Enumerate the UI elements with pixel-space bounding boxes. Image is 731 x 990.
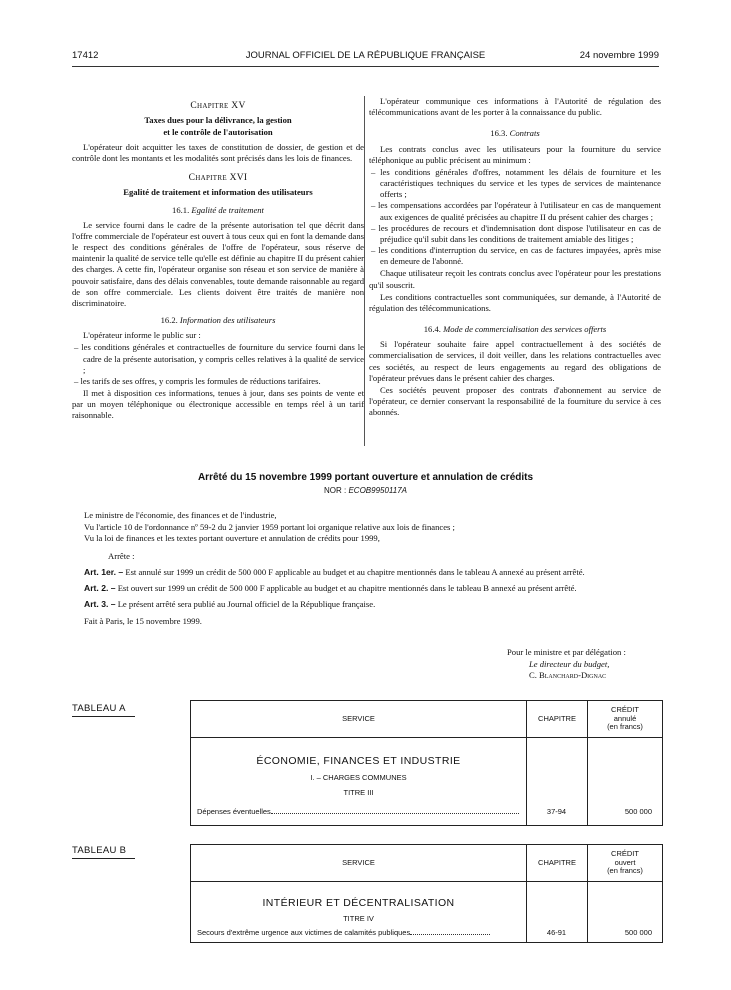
- line-label-text: Dépenses éventuelles: [197, 807, 271, 816]
- nor-label: NOR :: [323, 486, 347, 495]
- chapter-xvi-heading: Chapitre XVI: [188, 173, 248, 184]
- section-16-1-heading: [72, 205, 364, 216]
- section-16-2-number: 16.2.: [160, 315, 178, 326]
- nor-code: ECOB9950117A: [348, 486, 408, 495]
- page-number: 17412: [72, 50, 99, 61]
- column-header-credit: [587, 701, 662, 737]
- article-1-text: Est annulé sur 1999 un crédit de 500 000 F applicable au budget et au chapitre mentionnés dans le tableau A annexé au présent arrêté.: [125, 567, 585, 578]
- list-item: – les procédures de recours et d'indemnisation dont dispose l'utilisateur en cas de préjudice qu'il subit dans les conditions de traitement amiable des litiges ;: [369, 223, 661, 245]
- column-header-credit: [587, 845, 662, 881]
- section-16-3-list: [369, 167, 661, 268]
- visa-loi-finances: Vu la loi de finances et les textes portant ouverture et annulation de crédits pour 1999,: [84, 532, 380, 543]
- section-16-2-paragraph: Il met à disposition ces informations, tenues à jour, dans ses points de vente et par un moyen téléphonique ou électronique accessible en temps réel à un tarif raisonnable.: [72, 388, 364, 421]
- tableau-b-header: [191, 845, 662, 882]
- line-amount: 500 000: [624, 928, 652, 937]
- line-label: [197, 807, 519, 817]
- column-header-service: SERVICE: [342, 713, 375, 723]
- budget-section: I. – CHARGES COMMUNES: [310, 773, 407, 782]
- section-16-2-intro: L'opérateur informe le public sur :: [83, 330, 201, 341]
- article-3: [72, 599, 659, 610]
- list-item: – les compensations accordées par l'opérateur à l'utilisateur en cas de manquement aux exigences de qualité précisées au chapitre II du présent cahier des charges ;: [369, 200, 661, 222]
- section-16-3-paragraph-1: Chaque utilisateur reçoit les contrats conclus avec l'opérateur pour les prestations qu'il souscrit.: [369, 268, 661, 290]
- section-16-2-list: [72, 342, 364, 387]
- arrete-title: Arrêté du 15 novembre 1999 portant ouverture et annulation de crédits: [197, 472, 534, 483]
- right-intro-paragraph: L'opérateur communique ces informations à l'Autorité de régulation des télécommunications avant de les porter à la connaissance du public.: [369, 96, 661, 118]
- signature-role: Le directeur du budget,: [529, 658, 610, 669]
- fait-a-paris: Fait à Paris, le 15 novembre 1999.: [84, 615, 202, 626]
- line-label: [197, 928, 519, 938]
- signature-block: [507, 647, 667, 682]
- credit-header-line-2: ouvert: [614, 857, 636, 867]
- tableau-a-body: [191, 738, 662, 825]
- tableau-b-label: TABLEAU B: [72, 845, 127, 856]
- section-16-3-paragraph-2: Les conditions contractuelles sont communiquées, sur demande, à l'Autorité de régulation des télécommunications.: [369, 291, 661, 313]
- chapter-xv-title-line-2: et le contrôle de l'autorisation: [163, 126, 273, 137]
- section-16-2-title: Information des utilisateurs: [179, 315, 276, 326]
- chapter-xv-paragraph: L'opérateur doit acquitter les taxes de constitution de dossier, de gestion et de contrôle dont les montants et les modalités sont précisés dans les lois de finances.: [72, 141, 364, 163]
- line-amount: 500 000: [624, 807, 652, 816]
- section-16-4-heading: [369, 324, 661, 335]
- tableau-b-label-rule: [72, 858, 135, 859]
- column-header-service: SERVICE: [342, 857, 375, 867]
- section-16-4-paragraph-2: Ces sociétés peuvent proposer des contrats d'abonnement au service de l'opérateur, ce dernier conservant la responsabilité de la fourniture du service à ces abonnés.: [369, 384, 661, 418]
- section-16-2-heading: [72, 315, 364, 326]
- column-header-chapitre: CHAPITRE: [526, 701, 587, 737]
- section-16-3-title: Contrats: [509, 128, 540, 139]
- tableau-b-body: [191, 882, 662, 942]
- budget-title: TITRE IV: [343, 914, 374, 923]
- chapter-xv-title-line-1: Taxes dues pour la délivrance, la gestion: [144, 115, 292, 126]
- issue-date: 24 novembre 1999: [579, 50, 659, 61]
- list-item: – les conditions générales d'offres, notamment les délais de fourniture et les caractéristiques techniques du service et les types de services de maintenance offerts ;: [369, 167, 661, 201]
- chapter-xv-heading: Chapitre XV: [190, 101, 246, 111]
- credit-header-line-2: annulé: [613, 713, 637, 723]
- list-item: – les conditions générales et contractuelles de fourniture du service fourni dans le cadre de la présente autorisation, y compris celles relatives à la qualité de service ;: [72, 342, 364, 376]
- section-16-3-intro: Les contrats conclus avec les utilisateurs pour la fourniture du service téléphonique au public précisent au minimum :: [369, 143, 661, 165]
- leader-dots: [271, 813, 519, 814]
- arrete-section: [72, 471, 659, 627]
- section-16-1-title: Egalité de traitement: [191, 204, 264, 215]
- list-item: – les tarifs de ses offres, y compris les formules de réductions tarifaires.: [72, 376, 364, 387]
- section-16-3-heading: [369, 128, 661, 139]
- right-column: [369, 96, 661, 419]
- page-header: [72, 50, 659, 64]
- signature-name: C. Blanchard-Dignac: [529, 670, 607, 681]
- chapter-xv-title: [72, 115, 364, 137]
- section-16-4-paragraph-1: Si l'opérateur souhaite faire appel contractuellement à des sociétés de commercialisation de services, il doit veiller, dans les relations contractuelles avec ces sociétés, au respect de leurs engagements au regard des obligations de l'opérateur prévues dans le présent cahier des charges.: [369, 339, 661, 383]
- section-16-1-paragraph: Le service fourni dans le cadre de la présente autorisation tel que décrit dans l'offre commerciale de l'opérateur est ouvert à tous ceux qui en font la demande dans le respect des conditions générales de l'offre de l'opérateur, sous réserve de maintenir la qualité de service telle qu'elle est définie au chapitre II du présent cahier des charges. A cette fin, l'opérateur organise son réseau et son service de manière à pouvoir satisfaire, dans des délais convenables, toute demande raisonnable au regard de son offre commerciale. Les clients doivent être traités de manière non discriminatoire.: [72, 219, 364, 308]
- journal-title: JOURNAL OFFICIEL DE LA RÉPUBLIQUE FRANÇAISE: [245, 50, 486, 61]
- tableau-a-label-rule: [72, 716, 135, 717]
- ministry-title: INTÉRIEUR ET DÉCENTRALISATION: [262, 897, 455, 909]
- header-rule: [72, 66, 659, 67]
- arrete-nor: [72, 486, 659, 496]
- arrete-word: Arrête :: [108, 550, 135, 561]
- credit-header-line-1: CRÉDIT: [611, 705, 639, 715]
- credit-header-line-1: CRÉDIT: [611, 849, 639, 859]
- column-divider: [364, 96, 365, 446]
- list-item: – les conditions d'interruption du service, en cas de factures impayées, après mise en demeure de l'abonné.: [369, 245, 661, 267]
- signature-delegation: Pour le ministre et par délégation :: [507, 647, 626, 657]
- tableau-a: [190, 700, 663, 826]
- section-16-4-title: Mode de commercialisation des services offerts: [443, 324, 607, 335]
- article-3-label: Art. 3. –: [84, 599, 116, 610]
- visa-ordonnance: Vu l'article 10 de l'ordonnance nº 59-2 du 2 janvier 1959 portant loi organique relative aux lois de finances ;: [84, 521, 455, 532]
- section-16-3-number: 16.3.: [490, 128, 508, 139]
- article-2: [72, 583, 659, 594]
- visa-minister: Le ministre de l'économie, des finances et de l'industrie,: [84, 510, 277, 521]
- tableau-a-label: TABLEAU A: [72, 703, 126, 714]
- tableau-b: [190, 844, 663, 943]
- budget-title: TITRE III: [343, 788, 374, 797]
- line-chapitre: 46-91: [546, 928, 567, 937]
- chapter-xvi-title: Egalité de traitement et information des utilisateurs: [123, 187, 313, 198]
- ministry-title: ÉCONOMIE, FINANCES ET INDUSTRIE: [256, 755, 461, 767]
- leader-dots: [410, 934, 490, 935]
- article-2-text: Est ouvert sur 1999 un crédit de 500 000 F applicable au budget et au chapitre mentionnés dans le tableau B annexé au présent arrêté.: [117, 583, 577, 594]
- credit-header-line-3: (en francs): [607, 866, 643, 876]
- line-label-text: Secours d'extrême urgence aux victimes de calamités publiques: [197, 928, 411, 937]
- credit-header-line-3: (en francs): [607, 722, 643, 732]
- article-1-label: Art. 1er. –: [84, 567, 124, 578]
- article-3-text: Le présent arrêté sera publié au Journal officiel de la République française.: [117, 599, 376, 610]
- section-16-4-number: 16.4.: [423, 324, 441, 335]
- left-column: [72, 96, 364, 423]
- section-16-1-number: 16.1.: [172, 204, 190, 215]
- column-header-chapitre: CHAPITRE: [526, 845, 587, 881]
- line-chapitre: 37-94: [546, 807, 567, 816]
- tableau-a-header: [191, 701, 662, 738]
- article-2-label: Art. 2. –: [84, 583, 116, 594]
- article-1: [72, 567, 659, 578]
